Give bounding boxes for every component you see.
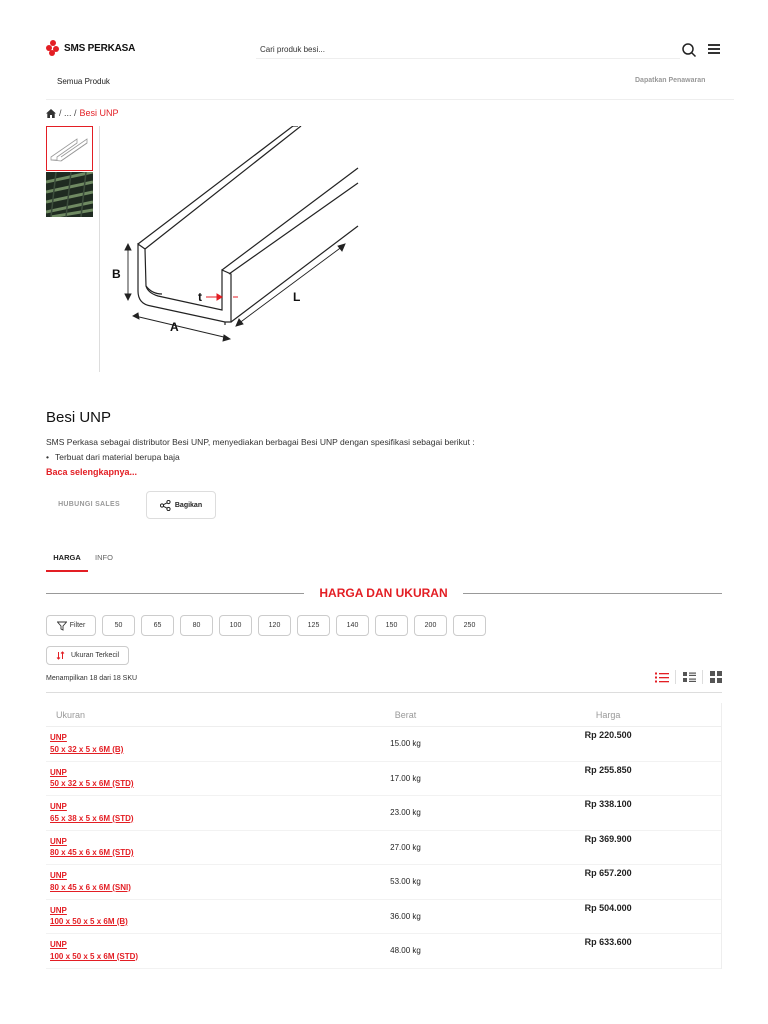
section-divider-right — [463, 593, 722, 594]
size-chip-80[interactable]: 80 — [180, 615, 213, 636]
product-weight: 36.00 kg — [390, 911, 421, 921]
product-price: Rp 504.000 — [584, 902, 632, 913]
unp-channel-diagram — [108, 126, 363, 372]
product-size[interactable]: 100 x 50 x 5 x 6M (B) — [50, 917, 128, 926]
product-description: SMS Perkasa sebagai distributor Besi UNP, menyediakan berbagai Besi UNP dengan spesifikasi sebagai berikut : — [46, 437, 475, 447]
table-row — [46, 865, 721, 900]
product-price: Rp 633.600 — [584, 937, 632, 947]
product-link[interactable] — [46, 900, 316, 934]
filter-button[interactable] — [46, 615, 96, 636]
sort-arrows-icon — [56, 651, 65, 660]
product-size[interactable]: 65 x 38 x 5 x 6M (STD) — [50, 813, 134, 823]
detailed-list-view-icon[interactable] — [682, 670, 696, 684]
product-weight: 15.00 kg — [390, 739, 421, 749]
diagram-label-t: t — [198, 290, 202, 304]
product-type[interactable]: UNP — [50, 802, 67, 811]
thumbnail-diagram[interactable] — [46, 126, 93, 171]
header-price: Harga — [595, 709, 621, 720]
brand-name: SMS PERKASA — [64, 42, 136, 54]
price-table — [46, 703, 722, 969]
filter-bar — [46, 615, 486, 636]
section-title: HARGA DAN UKURAN — [319, 586, 448, 600]
table-header — [46, 703, 721, 727]
view-separator — [675, 670, 676, 684]
read-more-link[interactable]: Baca selengkapnya... — [46, 467, 138, 477]
share-label: Bagikan — [174, 501, 203, 509]
tab-info[interactable]: INFO — [95, 553, 113, 562]
contact-sales-button[interactable]: HUBUNGI SALES — [58, 501, 120, 508]
product-weight: 23.00 kg — [390, 808, 421, 818]
gallery-divider — [99, 126, 100, 372]
product-weight: 53.00 kg — [390, 877, 421, 887]
sort-button[interactable] — [46, 646, 129, 665]
product-size[interactable]: 80 x 45 x 6 x 6M (STD) — [50, 848, 134, 857]
table-row — [46, 762, 721, 797]
product-link[interactable] — [46, 865, 316, 899]
filter-label: Filter — [69, 622, 86, 629]
size-chip-100[interactable]: 100 — [219, 615, 252, 636]
table-row — [46, 900, 721, 935]
sort-label: Ukuran Terkecil — [70, 652, 120, 659]
product-type[interactable]: UNP — [50, 940, 67, 949]
nav-all-products[interactable]: Semua Produk — [57, 77, 110, 86]
breadcrumb-current: Besi UNP — [79, 108, 119, 118]
bullet-text: Terbuat dari material berupa baja — [54, 452, 180, 462]
search-icon[interactable] — [681, 42, 697, 58]
product-price: Rp 338.100 — [584, 799, 632, 809]
breadcrumb — [46, 108, 119, 118]
size-chip-140[interactable]: 140 — [336, 615, 369, 636]
table-row — [46, 727, 721, 762]
grid-view-icon[interactable] — [709, 670, 723, 684]
product-weight: 27.00 kg — [390, 842, 421, 852]
size-chip-120[interactable]: 120 — [258, 615, 291, 636]
count-divider — [46, 692, 722, 693]
size-chip-200[interactable]: 200 — [414, 615, 447, 636]
product-size[interactable]: 50 x 32 x 5 x 6M (B) — [50, 744, 124, 754]
table-row — [46, 934, 721, 969]
product-type[interactable]: UNP — [50, 836, 67, 846]
product-price: Rp 657.200 — [584, 868, 632, 878]
thumbnail-photo[interactable] — [46, 172, 93, 217]
product-type[interactable]: UNP — [50, 733, 67, 742]
nav-get-offer[interactable]: Dapatkan Penawaran — [635, 77, 706, 84]
product-link[interactable] — [46, 727, 316, 761]
header-size: Ukuran — [56, 709, 86, 720]
product-size[interactable]: 50 x 32 x 5 x 6M (STD) — [50, 779, 134, 788]
logo-mark-icon — [46, 40, 60, 56]
hamburger-menu-icon[interactable] — [708, 44, 720, 54]
diagram-label-b: B — [112, 267, 121, 281]
product-link[interactable] — [46, 762, 316, 796]
home-icon[interactable] — [46, 109, 56, 118]
product-size[interactable]: 100 x 50 x 5 x 6M (STD) — [50, 951, 139, 961]
product-weight: 17.00 kg — [390, 773, 421, 783]
breadcrumb-ellipsis[interactable]: / ... / — [59, 108, 77, 118]
result-count: Menampilkan 18 dari 18 SKU — [46, 675, 138, 682]
header-weight: Berat — [394, 709, 417, 720]
share-button[interactable] — [146, 491, 216, 519]
product-type[interactable]: UNP — [50, 767, 67, 777]
diagram-label-a: A — [170, 320, 179, 334]
funnel-icon — [57, 621, 67, 631]
size-chip-65[interactable]: 65 — [141, 615, 174, 636]
product-weight: 48.00 kg — [390, 946, 421, 956]
product-type[interactable]: UNP — [50, 905, 67, 915]
product-price: Rp 369.900 — [584, 833, 632, 844]
product-link[interactable] — [46, 831, 316, 865]
product-price: Rp 220.500 — [584, 730, 632, 740]
view-switcher — [655, 670, 723, 684]
product-bullet — [46, 452, 180, 462]
table-row — [46, 796, 721, 831]
brand-logo[interactable] — [46, 40, 135, 56]
bullet-dot-icon: • — [46, 452, 49, 462]
product-price: Rp 255.850 — [584, 764, 632, 775]
size-chip-250[interactable]: 250 — [453, 615, 486, 636]
product-link[interactable] — [46, 934, 316, 968]
table-body — [46, 727, 721, 969]
search-input[interactable] — [256, 41, 680, 59]
size-chip-125[interactable]: 125 — [297, 615, 330, 636]
share-icon — [160, 500, 171, 511]
product-type[interactable]: UNP — [50, 871, 67, 880]
diagram-label-l: L — [293, 290, 301, 304]
view-separator — [702, 670, 703, 684]
product-title: Besi UNP — [46, 409, 112, 426]
size-chip-150[interactable]: 150 — [375, 615, 408, 636]
list-view-icon[interactable] — [655, 670, 669, 684]
product-size[interactable]: 80 x 45 x 6 x 6M (SNI) — [50, 882, 131, 892]
header-divider — [46, 99, 734, 100]
section-divider-left — [46, 593, 304, 594]
tab-harga[interactable]: HARGA — [46, 553, 88, 572]
product-link[interactable] — [46, 796, 316, 830]
table-row — [46, 831, 721, 866]
size-chip-50[interactable]: 50 — [102, 615, 135, 636]
